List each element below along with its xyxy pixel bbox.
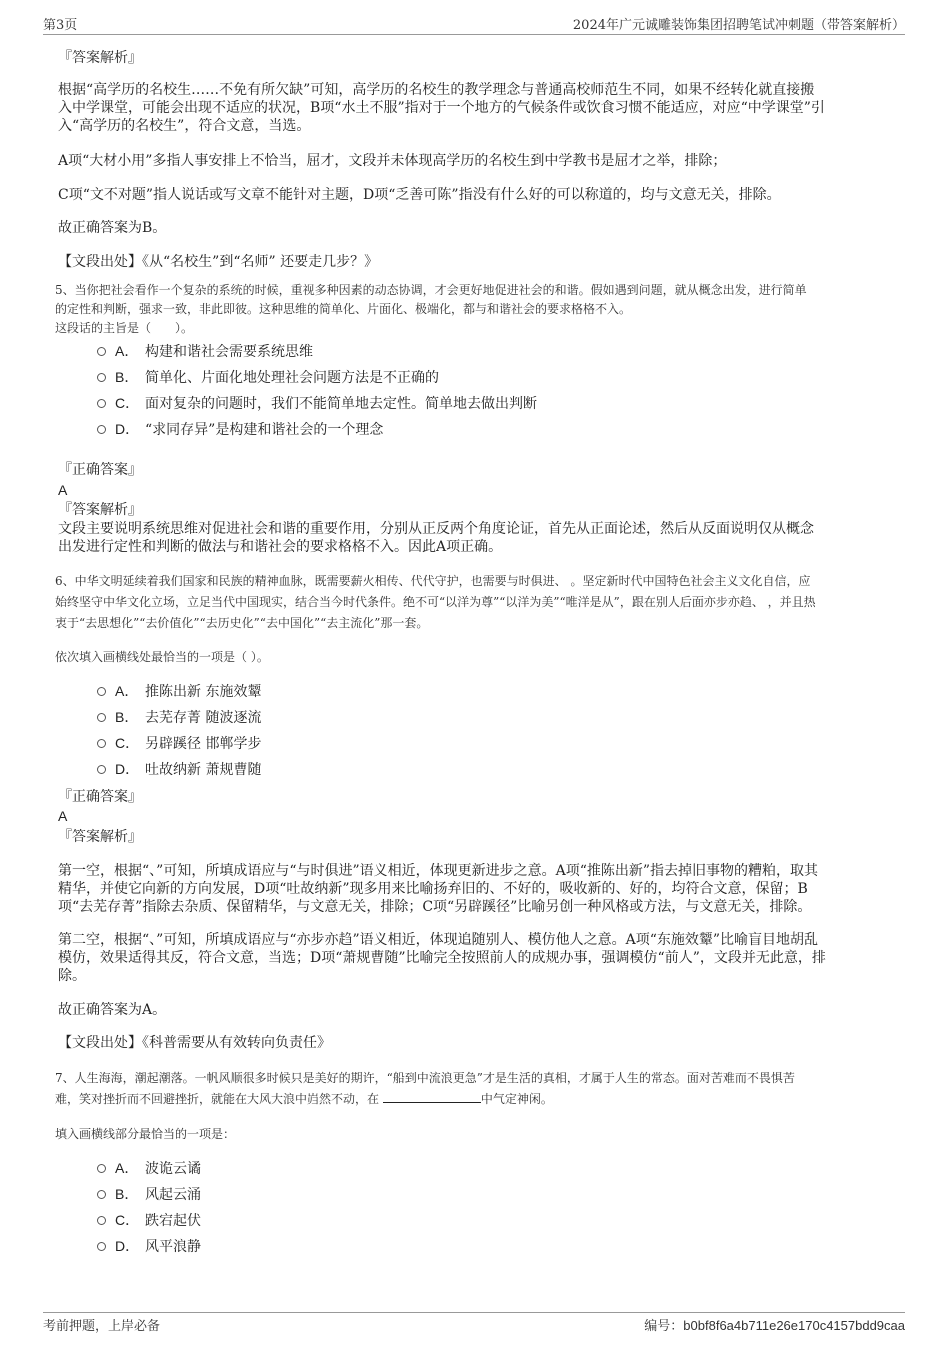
- q6-answer-title: 『正确答案』: [58, 789, 142, 805]
- q6-stem-line-1: 6、中华文明延续着我们国家和民族的精神血脉，既需要薪火相传、代代守护，也需要与时俱进、 。坚定新时代中国特色社会主义文化自信，应: [55, 574, 811, 588]
- page-header: [43, 14, 905, 35]
- q5-stem-line-1: 5、当你把社会看作一个复杂的系统的时候，重视多种因素的动态协调，才会更好地促进社会的和谐。假如遇到问题，就从概念出发，进行简单: [55, 283, 807, 297]
- q6-analysis-p1-line-2: 精华，并使它向新的方向发展，D项“吐故纳新”现多用来比喻扬弃旧的、不好的，吸收新的、好的，均符合文意，保留；B: [58, 881, 808, 897]
- q5-question: 这段话的主旨是（ ）。: [55, 321, 194, 335]
- q4-analysis-line-2: 入中学课堂，可能会出现不适应的状况，B项“水土不服”指对于一个地方的气候条件或饮食习惯不能适应，对应“中学课堂”引: [58, 100, 825, 116]
- radio-icon[interactable]: [97, 713, 106, 722]
- q5-analysis-line-1: 文段主要说明系统思维对促进社会和谐的重要作用，分别从正反两个角度论证，首先从正面论述，然后从反面说明仅从概念: [58, 521, 814, 537]
- page-footer: [43, 1312, 905, 1334]
- fill-in-blank: [383, 1090, 481, 1103]
- q5-analysis-line-2: 出发进行定性和判断的做法与和谐社会的要求格格不入。因此A项正确。: [58, 539, 503, 555]
- q4-conclusion: 故正确答案为B。: [58, 220, 167, 236]
- q6-analysis-title: 『答案解析』: [58, 829, 142, 845]
- q6-analysis-p1-line-3: 项“去芜存菁”指除去杂质、保留精华，与文意无关，排除；C项“另辟蹊径”比喻另创一种风格或方法，与文意无关，排除。: [58, 899, 812, 915]
- q5-option-a[interactable]: A． 构建和谐社会需要系统思维: [97, 342, 313, 361]
- radio-icon[interactable]: [97, 347, 106, 356]
- q6-option-d[interactable]: D． 吐故纳新 萧规曹随: [97, 760, 261, 779]
- radio-icon[interactable]: [97, 1242, 106, 1251]
- radio-icon[interactable]: [97, 1164, 106, 1173]
- q6-analysis-p2-line-1: 第二空，根据“、”可知，所填成语应与“亦步亦趋”语义相近，体现追随别人、模仿他人之意。A项“东施效颦”比喻盲目地胡乱: [58, 932, 819, 948]
- q5-option-c[interactable]: C． 面对复杂的问题时，我们不能简单地去定性。简单地去做出判断: [97, 394, 537, 413]
- q5-option-b[interactable]: B． 简单化、片面化地处理社会问题方法是不正确的: [97, 368, 439, 387]
- radio-icon[interactable]: [97, 1216, 106, 1225]
- q5-answer-title: 『正确答案』: [58, 462, 142, 478]
- radio-icon[interactable]: [97, 425, 106, 434]
- q4-option-cd-analysis: C项“文不对题”指人说话或写文章不能针对主题，D项“乏善可陈”指没有什么好的可以称道的，均与文意无关，排除。: [58, 187, 781, 203]
- radio-icon[interactable]: [97, 1190, 106, 1199]
- q6-prompt: 依次填入画横线处最恰当的一项是（ ）。: [55, 650, 269, 664]
- q5-option-d[interactable]: D． “求同存异”是构建和谐社会的一个理念: [97, 420, 383, 439]
- document-title: 2024年广元诚雕装饰集团招聘笔试冲刺题（带答案解析）: [572, 18, 905, 33]
- footer-slogan: 考前押题，上岸必备: [43, 1319, 161, 1334]
- radio-icon[interactable]: [97, 739, 106, 748]
- q4-option-a-analysis: A项“大材小用”多指人事安排上不恰当，屈才，文段并未体现高学历的名校生到中学教书是屈才之举，排除；: [58, 153, 727, 169]
- q6-option-a[interactable]: A． 推陈出新 东施效颦: [97, 682, 261, 701]
- q6-analysis-p2-line-3: 除。: [58, 968, 86, 984]
- q6-option-b[interactable]: B． 去芜存菁 随波逐流: [97, 708, 261, 727]
- q7-option-c[interactable]: C． 跌宕起伏: [97, 1211, 201, 1230]
- q7-option-d[interactable]: D． 风平浪静: [97, 1237, 201, 1256]
- q6-analysis-p1-line-1: 第一空，根据“、”可知，所填成语应与“与时俱进”语义相近，体现更新进步之意。A项“推陈出新”指去掉旧事物的糟粕，取其: [58, 863, 819, 879]
- q7-option-a[interactable]: A． 波诡云谲: [97, 1159, 201, 1178]
- radio-icon[interactable]: [97, 687, 106, 696]
- q7-stem-line-2: 难，笑对挫折而不回避挫折，就能在大风大浪中岿然不动，在 中气定神闲。: [55, 1092, 553, 1106]
- q7-option-b[interactable]: B． 风起云涌: [97, 1185, 201, 1204]
- q6-stem-line-3: 衷于“去思想化”“去价值化”“去历史化”“去中国化”“去主流化”那一套。: [55, 616, 429, 630]
- radio-icon[interactable]: [97, 373, 106, 382]
- footer-code: 编号：b0bf8f6a4b711e26e170c4157bdd9caa: [644, 1318, 905, 1334]
- q4-analysis-title: 『答案解析』: [58, 50, 142, 66]
- q7-stem-line-1: 7、人生海海，潮起潮落。一帆风顺很多时候只是美好的期许，“船到中流浪更急”才是生活的真相，才属于人生的常态。面对苦难而不畏惧苦: [55, 1071, 795, 1085]
- q6-stem-line-2: 始终坚守中华文化立场，立足当代中国现实，结合当今时代条件。绝不可“以洋为尊”“以洋为美”“唯洋是从”，跟在别人后面亦步亦趋、 ，并且热: [55, 595, 816, 609]
- page-number: 第3页: [43, 18, 78, 33]
- q6-option-c[interactable]: C． 另辟蹊径 邯郸学步: [97, 734, 261, 753]
- q6-source: 【文段出处】《科普需要从有效转向负责任》: [58, 1035, 331, 1051]
- radio-icon[interactable]: [97, 765, 106, 774]
- q4-analysis-line-1: 根据“高学历的名校生……不免有所欠缺”可知，高学历的名校生的教学理念与普通高校师范生不同，如果不经转化就直接搬: [58, 82, 815, 98]
- q5-analysis-title: 『答案解析』: [58, 502, 142, 518]
- q6-answer: A: [58, 808, 68, 824]
- radio-icon[interactable]: [97, 399, 106, 408]
- q6-conclusion: 故正确答案为A。: [58, 1002, 167, 1018]
- q4-analysis-line-3: 入“高学历的名校生”，符合文意，当选。: [58, 118, 311, 134]
- q5-stem-line-2: 的定性和判断，强求一致，非此即彼。这种思维的简单化、片面化、极端化，都与和谐社会的要求格格不入。: [55, 302, 632, 316]
- q6-analysis-p2-line-2: 模仿，效果适得其反，符合文意，当选；D项“萧规曹随”比喻完全按照前人的成规办事，强调模仿“前人”，文段并无此意，排: [58, 950, 826, 966]
- q4-source: 【文段出处】《从“名校生”到“名师” 还要走几步？》: [58, 254, 379, 270]
- q7-prompt: 填入画横线部分最恰当的一项是：: [55, 1127, 236, 1141]
- q5-answer: A: [58, 482, 68, 498]
